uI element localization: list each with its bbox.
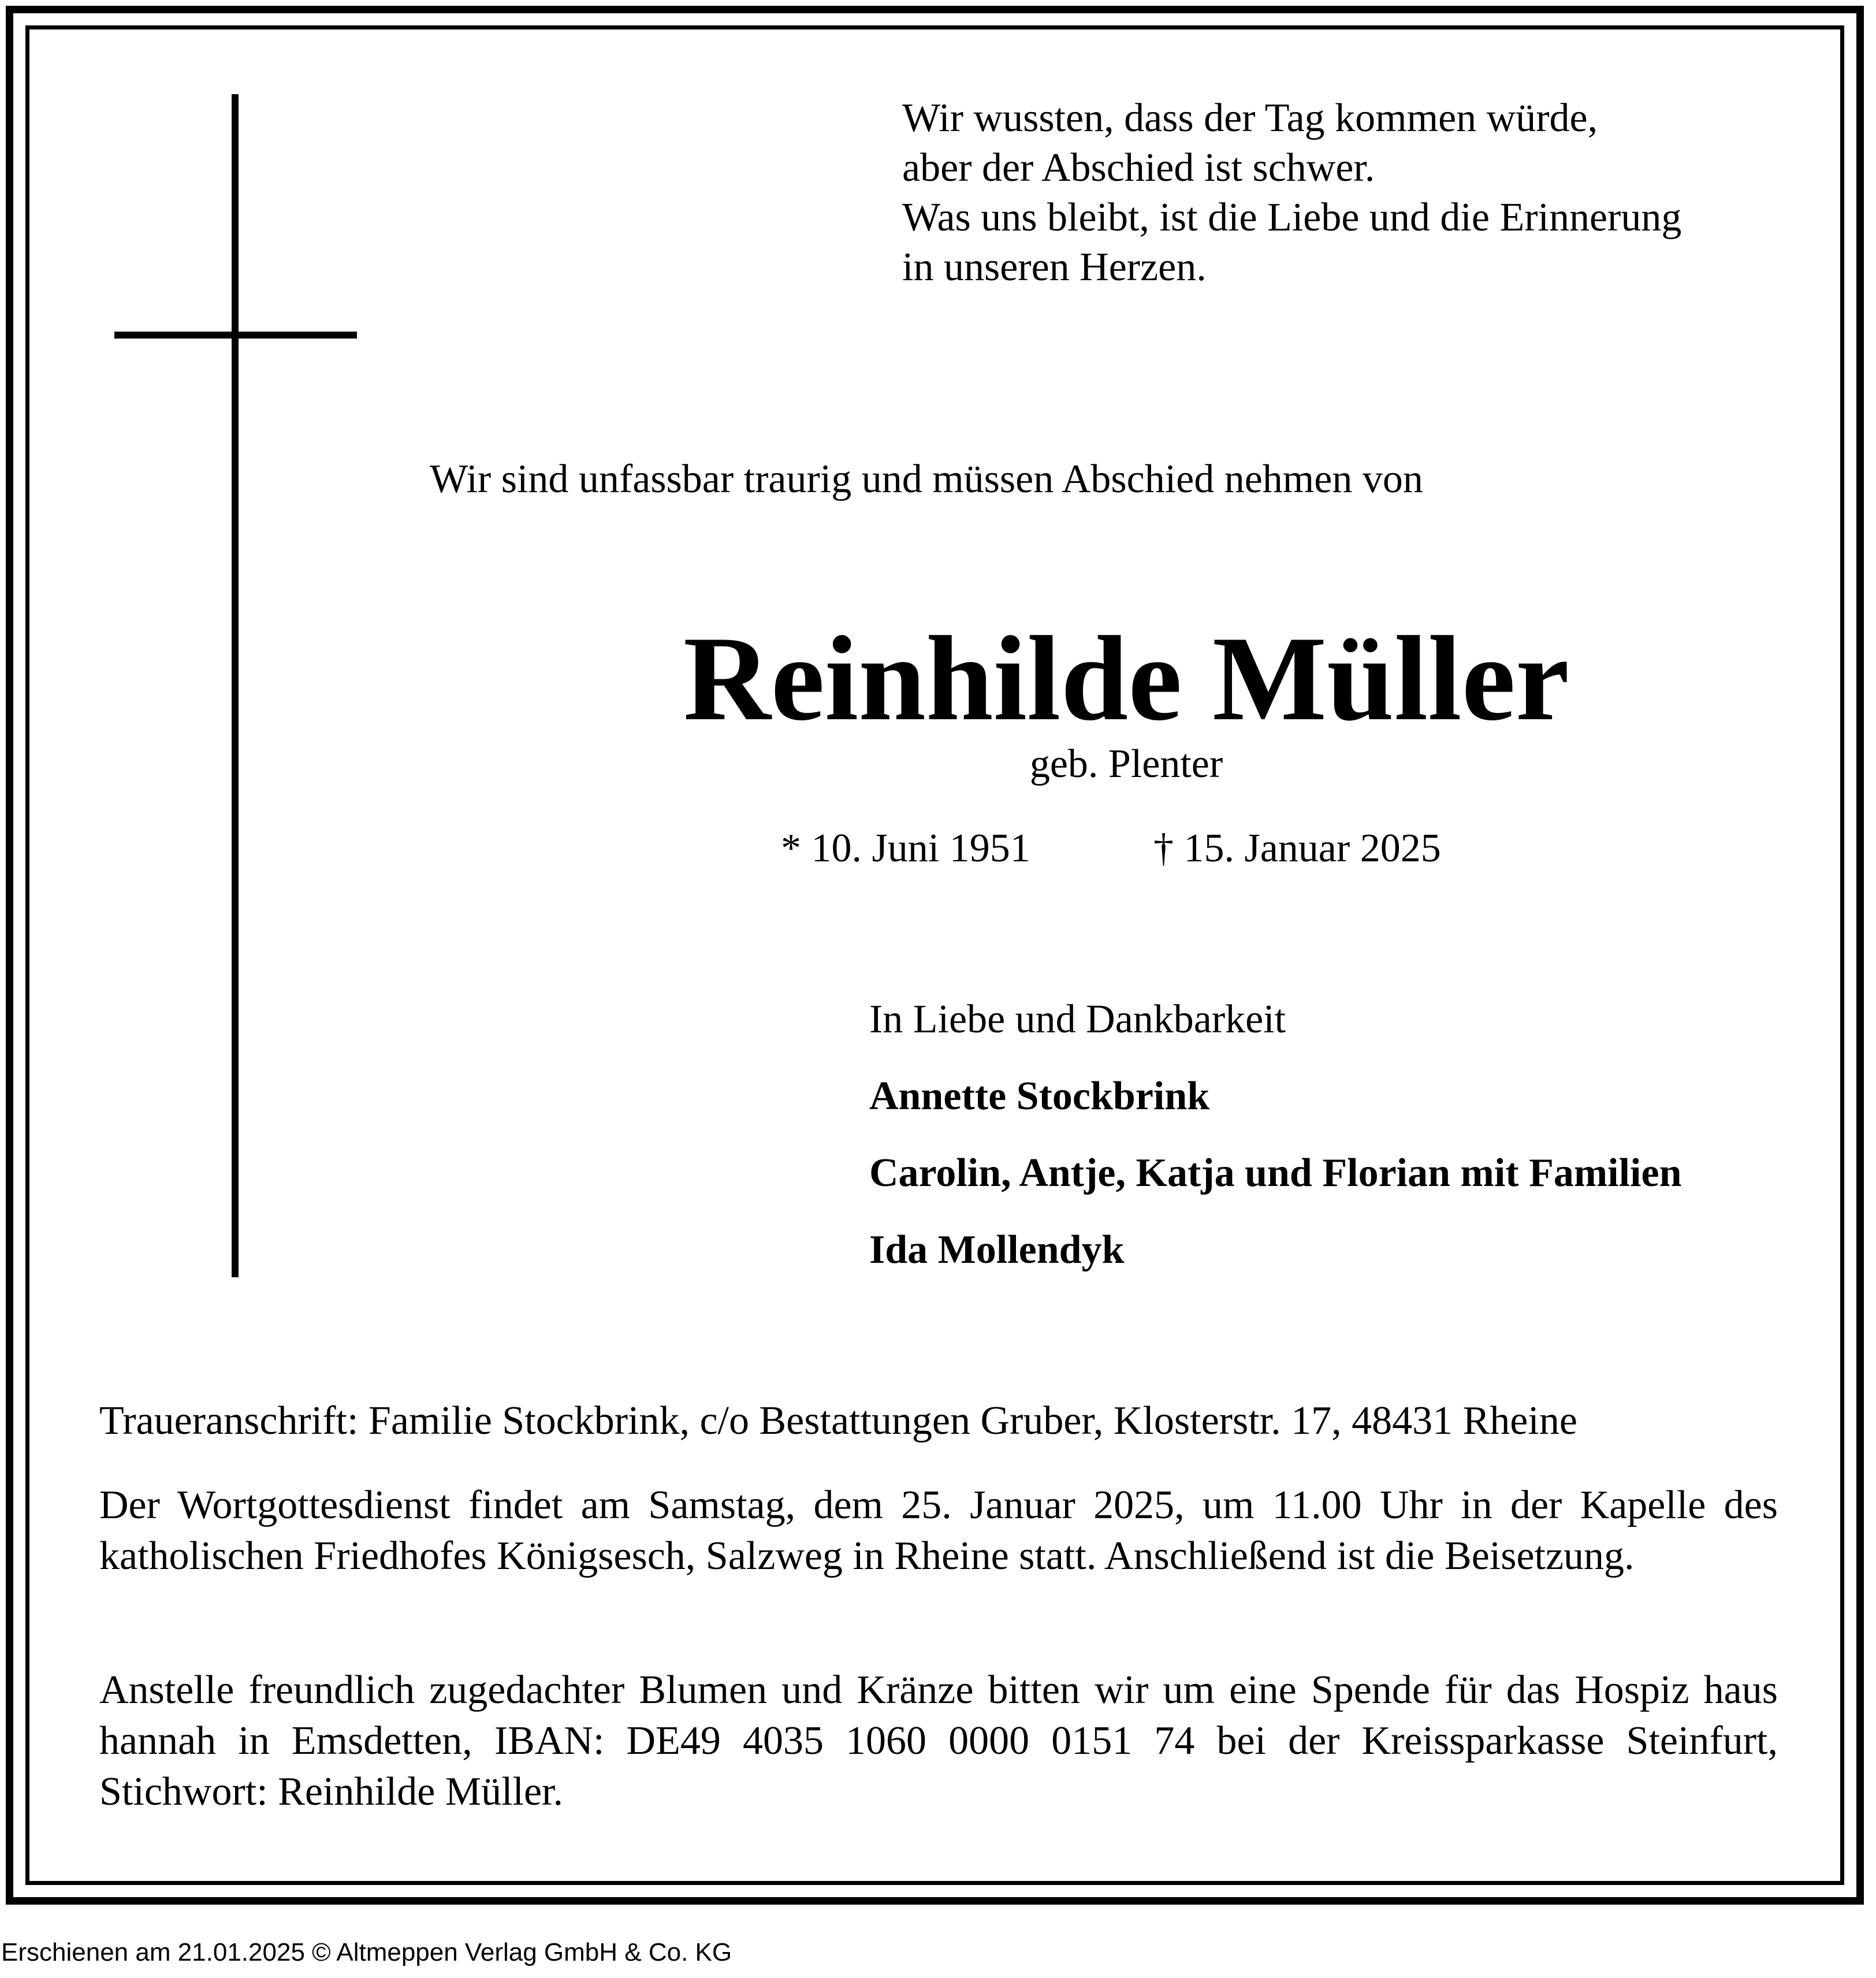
deceased-name: Reinhilde Müller	[683, 612, 1570, 746]
death-date: † 15. Januar 2025	[1153, 826, 1441, 871]
mourning-address: Traueranschrift: Familie Stockbrink, c/o Bestattungen Gruber, Klosterstr. 17, 48431 Rheine	[99, 1399, 1577, 1443]
verse-line: in unseren Herzen.	[902, 245, 1207, 289]
maiden-name: geb. Plenter	[1029, 742, 1223, 786]
dedication: In Liebe und Dankbarkeit	[869, 997, 1286, 1042]
mourner-name: Annette Stockbrink	[869, 1074, 1210, 1118]
birth-date: * 10. Juni 1951	[781, 826, 1030, 871]
verse-line: aber der Abschied ist schwer.	[902, 146, 1375, 190]
cross-icon-horizontal-bar	[114, 332, 357, 339]
inner-border	[25, 25, 1844, 1885]
donation-info: Anstelle freundlich zugedachter Blumen und Kränze bitten wir um eine Spende für das Hospiz haus hannah in Emsdetten, IBAN: DE49 4035 1060 0000 0151 74 bei der Kreissparkasse Steinfurt, Stichwort: Reinhilde Müller.	[99, 1668, 1778, 1814]
announcement-intro-text: Wir sind unfassbar traurig und müssen Abschied nehmen von	[430, 457, 1423, 501]
mourner-name: Ida Mollendyk	[869, 1228, 1125, 1272]
verse-line: Was uns bleibt, ist die Liebe und die Erinnerung	[902, 195, 1682, 240]
mourners-block	[869, 995, 1851, 1302]
service-info: Der Wortgottesdienst findet am Samstag, dem 25. Januar 2025, um 11.00 Uhr in der Kapelle des katholischen Friedhofes Königsesch, Salzweg in Rheine statt. Anschließend ist die Beisetzung.	[99, 1483, 1778, 1578]
verse-line: Wir wussten, dass der Tag kommen würde,	[902, 96, 1598, 140]
publication-footer: Erschienen am 21.01.2025 © Altmeppen Verlag GmbH & Co. KG	[1, 1938, 732, 1966]
cross-icon-vertical-bar	[232, 94, 239, 1277]
verse	[902, 94, 1838, 292]
mourner-name: Carolin, Antje, Katja und Florian mit Familien	[869, 1151, 1682, 1195]
announcement-intro	[0, 455, 1876, 504]
